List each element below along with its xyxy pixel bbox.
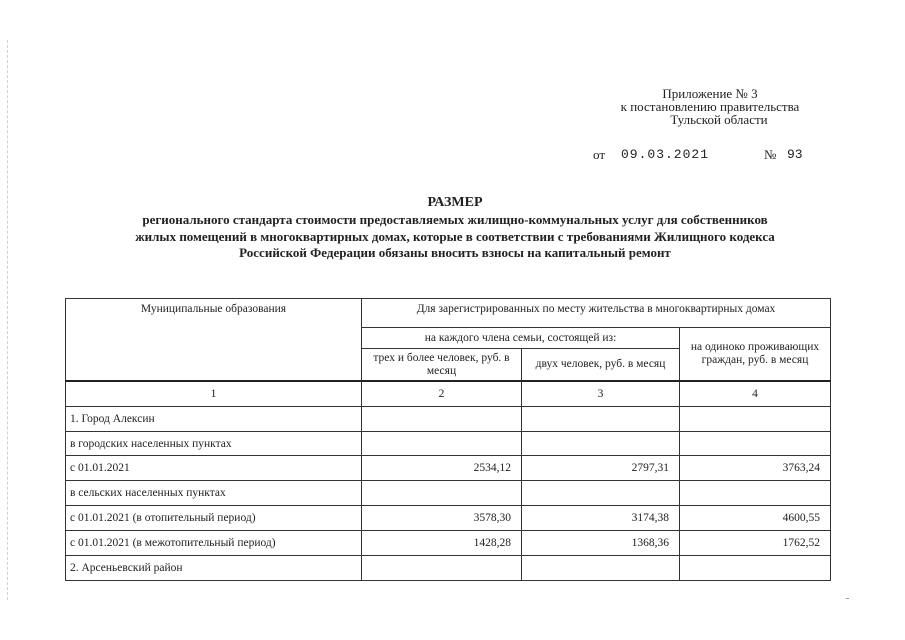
- row-label: 2. Арсеньевский район: [66, 556, 362, 581]
- cell-two: [522, 556, 680, 581]
- cell-two: 2797,31: [522, 456, 680, 481]
- cell-two: [522, 432, 680, 456]
- cell-three-plus: [362, 481, 522, 506]
- annex-title: Приложение № 3: [662, 86, 758, 101]
- order-from-label: от: [593, 147, 606, 162]
- order-number-sign: №: [764, 147, 777, 162]
- cell-three-plus: [362, 432, 522, 456]
- cell-single: [680, 407, 831, 432]
- cell-three-plus: 2534,12: [362, 456, 522, 481]
- row-label: в сельских населенных пунктах: [66, 481, 362, 506]
- cell-single: 4600,55: [680, 506, 831, 531]
- header-per-member: на каждого члена семьи, состоящей из:: [362, 328, 680, 349]
- table-row: [66, 456, 831, 481]
- cell-single: [680, 556, 831, 581]
- cell-single: 3763,24: [680, 456, 831, 481]
- cell-single: [680, 481, 831, 506]
- annex-region: Тульской области: [670, 112, 768, 127]
- table-row: [66, 506, 831, 531]
- annex-resolution: к постановлению правительства: [620, 99, 800, 114]
- header-two: двух человек, руб. в месяц: [522, 349, 680, 382]
- table-row: [66, 481, 831, 506]
- column-number: 3: [522, 381, 680, 407]
- row-label: 1. Город Алексин: [66, 407, 362, 432]
- heading-line-2: жилых помещений в многоквартирных домах, которые в соответствии с требованиями Жилищного кодекса: [135, 228, 775, 244]
- order-number: 93: [787, 147, 803, 162]
- cell-three-plus: [362, 556, 522, 581]
- cell-two: [522, 481, 680, 506]
- rates-table: [65, 298, 831, 581]
- header-registered: Для зарегистрированных по месту жительства в многоквартирных домах: [362, 299, 831, 328]
- cell-three-plus: [362, 407, 522, 432]
- row-label: с 01.01.2021: [66, 456, 362, 481]
- column-number: 2: [362, 381, 522, 407]
- cell-two: [522, 407, 680, 432]
- row-label: с 01.01.2021 (в отопительный период): [66, 506, 362, 531]
- heading-line-1: регионального стандарта стоимости предоставляемых жилищно-коммунальных услуг для собственников: [142, 212, 768, 227]
- cell-two: 3174,38: [522, 506, 680, 531]
- header-municipal: Муниципальные образования: [66, 299, 362, 382]
- header-three-plus: трех и более человек, руб. в месяц: [362, 349, 522, 382]
- document-heading: [70, 194, 840, 262]
- table-row: [66, 432, 831, 456]
- order-date: 09.03.2021: [621, 147, 710, 162]
- heading-title: РАЗМЕР: [427, 195, 483, 210]
- cell-two: 1368,36: [522, 531, 680, 556]
- column-number: 1: [66, 381, 362, 407]
- cell-single: [680, 432, 831, 456]
- row-label: в городских населенных пунктах: [66, 432, 362, 456]
- table-row: [66, 407, 831, 432]
- scan-speck: [846, 598, 849, 599]
- table-row: [66, 531, 831, 556]
- cell-three-plus: 3578,30: [362, 506, 522, 531]
- heading-line-3: Российской Федерации обязаны вносить взносы на капитальный ремонт: [239, 245, 671, 260]
- table-row: [66, 556, 831, 581]
- cell-three-plus: 1428,28: [362, 531, 522, 556]
- cell-single: 1762,52: [680, 531, 831, 556]
- header-single: на одиноко проживающих граждан, руб. в месяц: [680, 328, 831, 382]
- annex-block: [560, 87, 860, 126]
- scan-margin-mark: [7, 40, 10, 600]
- row-label: с 01.01.2021 (в межотопительный период): [66, 531, 362, 556]
- column-number: 4: [680, 381, 831, 407]
